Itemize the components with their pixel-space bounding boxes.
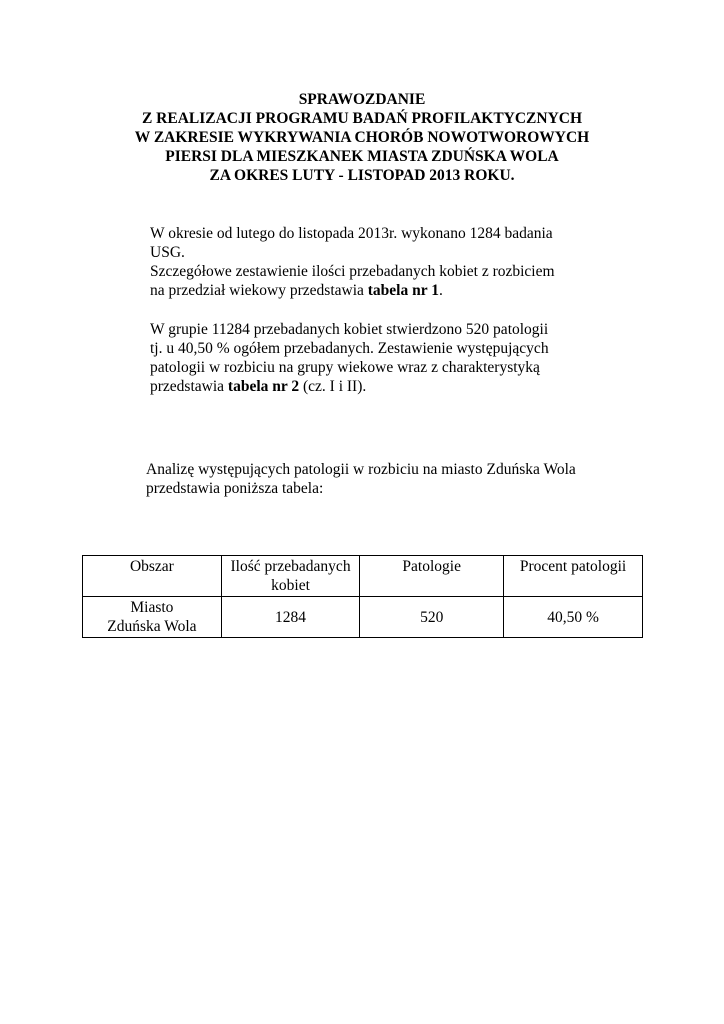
- cell-examined: 1284: [221, 597, 360, 638]
- paragraph-usg-summary: [150, 224, 555, 300]
- paragraph-line: W okresie od lutego do listopada 2013r. wykonano 1284 badania: [150, 225, 553, 242]
- document-title: [0, 90, 724, 185]
- table-header-row: [83, 556, 643, 597]
- table-reference-2: tabela nr 2: [227, 378, 300, 395]
- paragraph-line: W grupie 11284 przebadanych kobiet stwierdzono 520 patologii: [150, 321, 549, 338]
- paragraph-text: przedstawia: [150, 378, 228, 395]
- cell-percent: 40,50 %: [504, 597, 643, 638]
- paragraph-table-intro: [146, 460, 576, 498]
- paragraph-line: patologii w rozbiciu na grupy wiekowe wraz z charakterystyką: [150, 359, 540, 376]
- cell-area: [83, 597, 222, 638]
- header-examined-line-1: Ilość przebadanych: [230, 558, 351, 575]
- header-area: Obszar: [83, 556, 222, 597]
- header-examined-line-2: kobiet: [271, 577, 310, 594]
- paragraph-pathology-summary: [150, 320, 549, 396]
- paragraph-line: Analizę występujących patologii w rozbiciu na miasto Zduńska Wola: [146, 461, 576, 478]
- title-line-4: PIERSI DLA MIESZKANEK MIASTA ZDUŃSKA WOLA: [165, 148, 559, 165]
- paragraph-text: (cz. I i II).: [299, 378, 367, 395]
- header-percent: Procent patologii: [504, 556, 643, 597]
- paragraph-line: [150, 281, 555, 300]
- header-pathologies: Patologie: [360, 556, 504, 597]
- paragraph-text: na przedział wiekowy przedstawia: [150, 282, 368, 299]
- table-reference-1: tabela nr 1: [367, 282, 439, 299]
- title-line-3: W ZAKRESIE WYKRYWANIA CHORÓB NOWOTWOROWYCH: [134, 129, 590, 146]
- table-row: [83, 597, 643, 638]
- title-line-5: ZA OKRES LUTY - LISTOPAD 2013 ROKU.: [209, 167, 515, 184]
- paragraph-line: tj. u 40,50 % ogółem przebadanych. Zestawienie występujących: [150, 340, 549, 357]
- pathology-summary-table: [82, 555, 643, 638]
- paragraph-line: Szczegółowe zestawienie ilości przebadanych kobiet z rozbiciem: [150, 263, 555, 280]
- title-line-1: SPRAWOZDANIE: [298, 91, 426, 108]
- paragraph-line: USG.: [150, 244, 185, 261]
- paragraph-line: przedstawia poniższa tabela:: [146, 480, 324, 497]
- cell-area-line-2: Zduńska Wola: [107, 618, 197, 635]
- header-examined: [221, 556, 360, 597]
- cell-pathologies: 520: [360, 597, 504, 638]
- title-line-2: Z REALIZACJI PROGRAMU BADAŃ PROFILAKTYCZNYCH: [141, 110, 583, 127]
- cell-area-line-1: Miasto: [130, 599, 174, 616]
- paragraph-text: .: [438, 282, 443, 299]
- paragraph-line: [150, 377, 549, 396]
